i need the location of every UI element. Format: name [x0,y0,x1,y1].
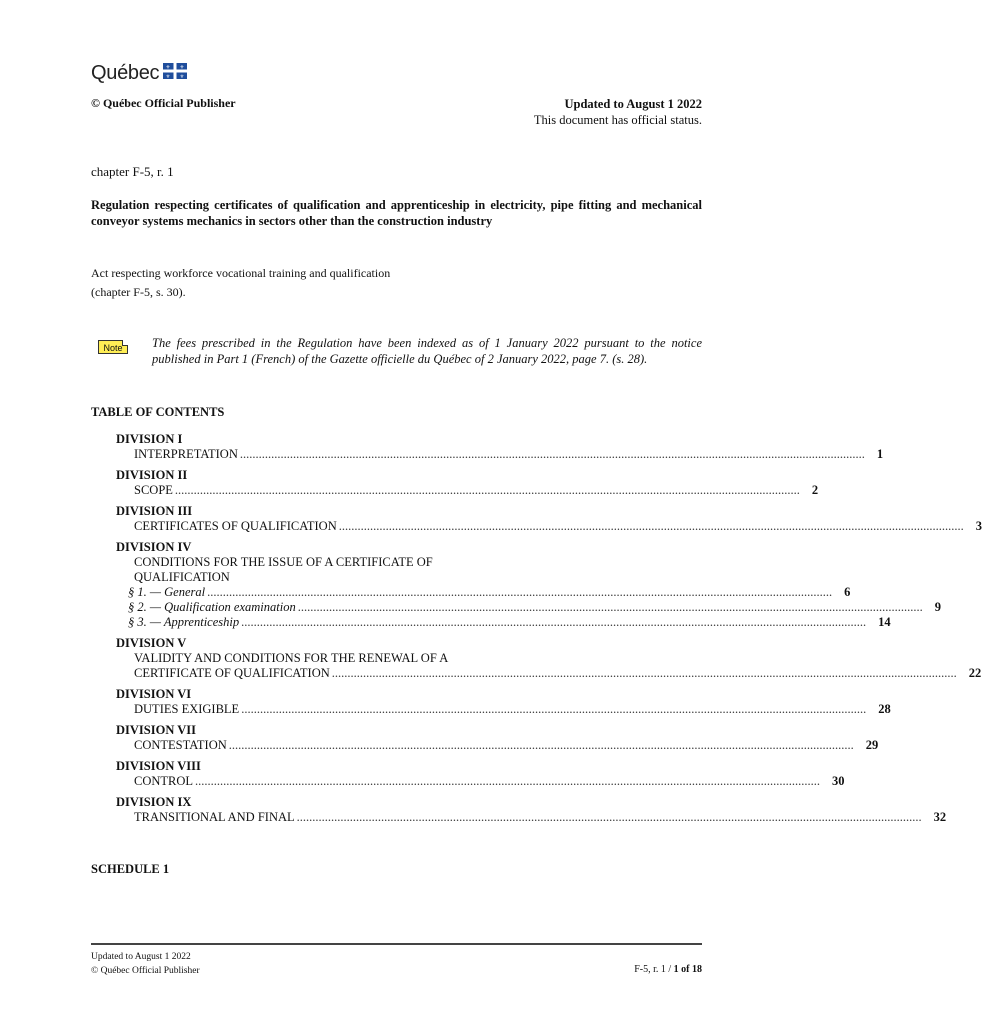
regulation-title: Regulation respecting certificates of qualification and apprenticeship in electricity, pipe fitting and mechanical conveyor systems mechanics in sectors other than the construction industry [91,198,702,228]
dot-leader: ........................................................................................................................................................................................................ [174,483,800,497]
dot-leader: ........................................................................................................................................................................................................ [296,810,922,824]
toc-entry-title: CONTESTATION [134,738,227,752]
toc-page-number: 2 [811,483,819,497]
toc-section-title: § 3. — Apprenticeship [128,615,240,629]
dot-leader: ........................................................................................................................................................................................................ [331,666,957,680]
toc-section-link[interactable] [116,615,891,630]
division-label: DIVISION VI [116,687,192,701]
division-label: DIVISION IX [116,795,192,809]
dot-leader: ........................................................................................................................................................................................................ [241,615,867,629]
toc-page-number: 6 [844,585,851,599]
toc-page-number: 3 [975,519,982,533]
toc-entry-title-continued[interactable]: QUALIFICATION [134,570,230,584]
toc-division [116,723,879,753]
division-label: DIVISION III [116,504,193,518]
dot-leader: ........................................................................................................................................................................................................ [207,585,833,599]
toc-entry-title: SCOPE [134,483,173,497]
dot-leader: ........................................................................................................................................................................................................ [239,447,865,461]
footer-page-info [634,964,702,975]
publisher-notice: © Québec Official Publisher [91,96,236,110]
toc-division [116,687,891,717]
quebec-flag-icon [163,63,187,84]
toc-division [116,504,982,534]
footer-reference: F-5, r. 1 / [634,964,672,975]
toc-section-title: § 2. — Qualification examination [128,600,296,614]
division-label: DIVISION VII [116,723,197,737]
toc-entry-title: CERTIFICATES OF QUALIFICATION [134,519,337,533]
footer-publisher: © Québec Official Publisher [91,966,200,976]
toc-entry-title[interactable]: VALIDITY AND CONDITIONS FOR THE RENEWAL OF A [134,651,449,665]
toc-entry-title[interactable]: CONDITIONS FOR THE ISSUE OF A CERTIFICATE OF [134,555,433,569]
footer-updated: Updated to August 1 2022 [91,952,191,962]
footer-left [91,950,200,978]
note-badge-label: Note [103,343,123,353]
toc-entry-title: INTERPRETATION [134,447,238,461]
svg-text:⚜: ⚜ [180,74,185,80]
toc-entry-title: DUTIES EXIGIBLE [134,702,240,716]
enabling-act [91,264,390,302]
division-label: DIVISION VIII [116,759,201,773]
footer-divider [91,943,702,945]
toc-page-number: 14 [878,615,891,629]
quebec-logo [91,62,187,85]
svg-text:⚜: ⚜ [166,74,171,80]
toc-page-number: 9 [934,600,941,614]
division-label: DIVISION IV [116,540,192,554]
toc-page-number: 1 [876,447,884,461]
toc-entry-link[interactable] [116,702,891,717]
toc-entry-link[interactable] [116,447,884,462]
toc-entry-link[interactable] [116,810,947,825]
toc-division [116,432,884,462]
toc-page-number: 28 [878,702,891,716]
dot-leader: ........................................................................................................................................................................................................ [338,519,964,533]
status-block [534,96,702,128]
act-section: (chapter F-5, s. 30). [91,285,186,299]
updated-date: Updated to August 1 2022 [564,97,702,111]
toc-entry-title-continued: CERTIFICATE OF QUALIFICATION [134,666,330,680]
toc-schedule-link[interactable]: SCHEDULE 1 [91,862,170,876]
toc-entry-link[interactable] [116,483,819,498]
table-of-contents [116,432,982,831]
toc-page-number: 30 [832,774,845,788]
dot-leader: ........................................................................................................................................................................................................ [241,702,867,716]
toc-entry-title: TRANSITIONAL AND FINAL [134,810,295,824]
toc-entry-link[interactable] [116,738,879,753]
toc-page-number: 32 [933,810,947,824]
svg-text:⚜: ⚜ [180,64,185,71]
toc-entry-title: CONTROL [134,774,194,788]
division-label: DIVISION V [116,636,187,650]
toc-division [116,795,947,825]
division-label: DIVISION I [116,432,183,446]
division-label: DIVISION II [116,468,188,482]
svg-text:⚜: ⚜ [166,64,171,71]
toc-division [116,636,982,681]
toc-entry-link[interactable] [116,666,982,681]
toc-division [116,759,845,789]
note-text: The fees prescribed in the Regulation have been indexed as of 1 January 2022 pursuant to the notice published in Part 1 (French) of the Gazette officielle du Québec of 2 January 2022, page 7. (s. 28). [152,336,702,366]
toc-section-link[interactable] [116,585,851,600]
toc-entry-link[interactable] [116,519,982,534]
dot-leader: ........................................................................................................................................................................................................ [195,774,821,788]
toc-division [116,540,941,630]
chapter-reference: chapter F-5, r. 1 [91,164,174,179]
footer-page-count: 1 of 18 [673,964,702,975]
dot-leader: ........................................................................................................................................................................................................ [297,600,923,614]
toc-division [116,468,819,498]
act-name: Act respecting workforce vocational training and qualification [91,266,391,280]
note-icon[interactable] [98,340,128,354]
toc-section-link[interactable] [116,600,941,615]
logo-wordmark: Québec [91,62,160,84]
toc-section-title: § 1. — General [128,585,206,599]
toc-page-number: 29 [865,738,879,752]
toc-heading: TABLE OF CONTENTS [91,405,225,419]
dot-leader: ........................................................................................................................................................................................................ [228,738,854,752]
toc-entry-link[interactable] [116,774,845,789]
toc-page-number: 22 [968,666,982,680]
official-status: This document has official status. [533,113,702,127]
